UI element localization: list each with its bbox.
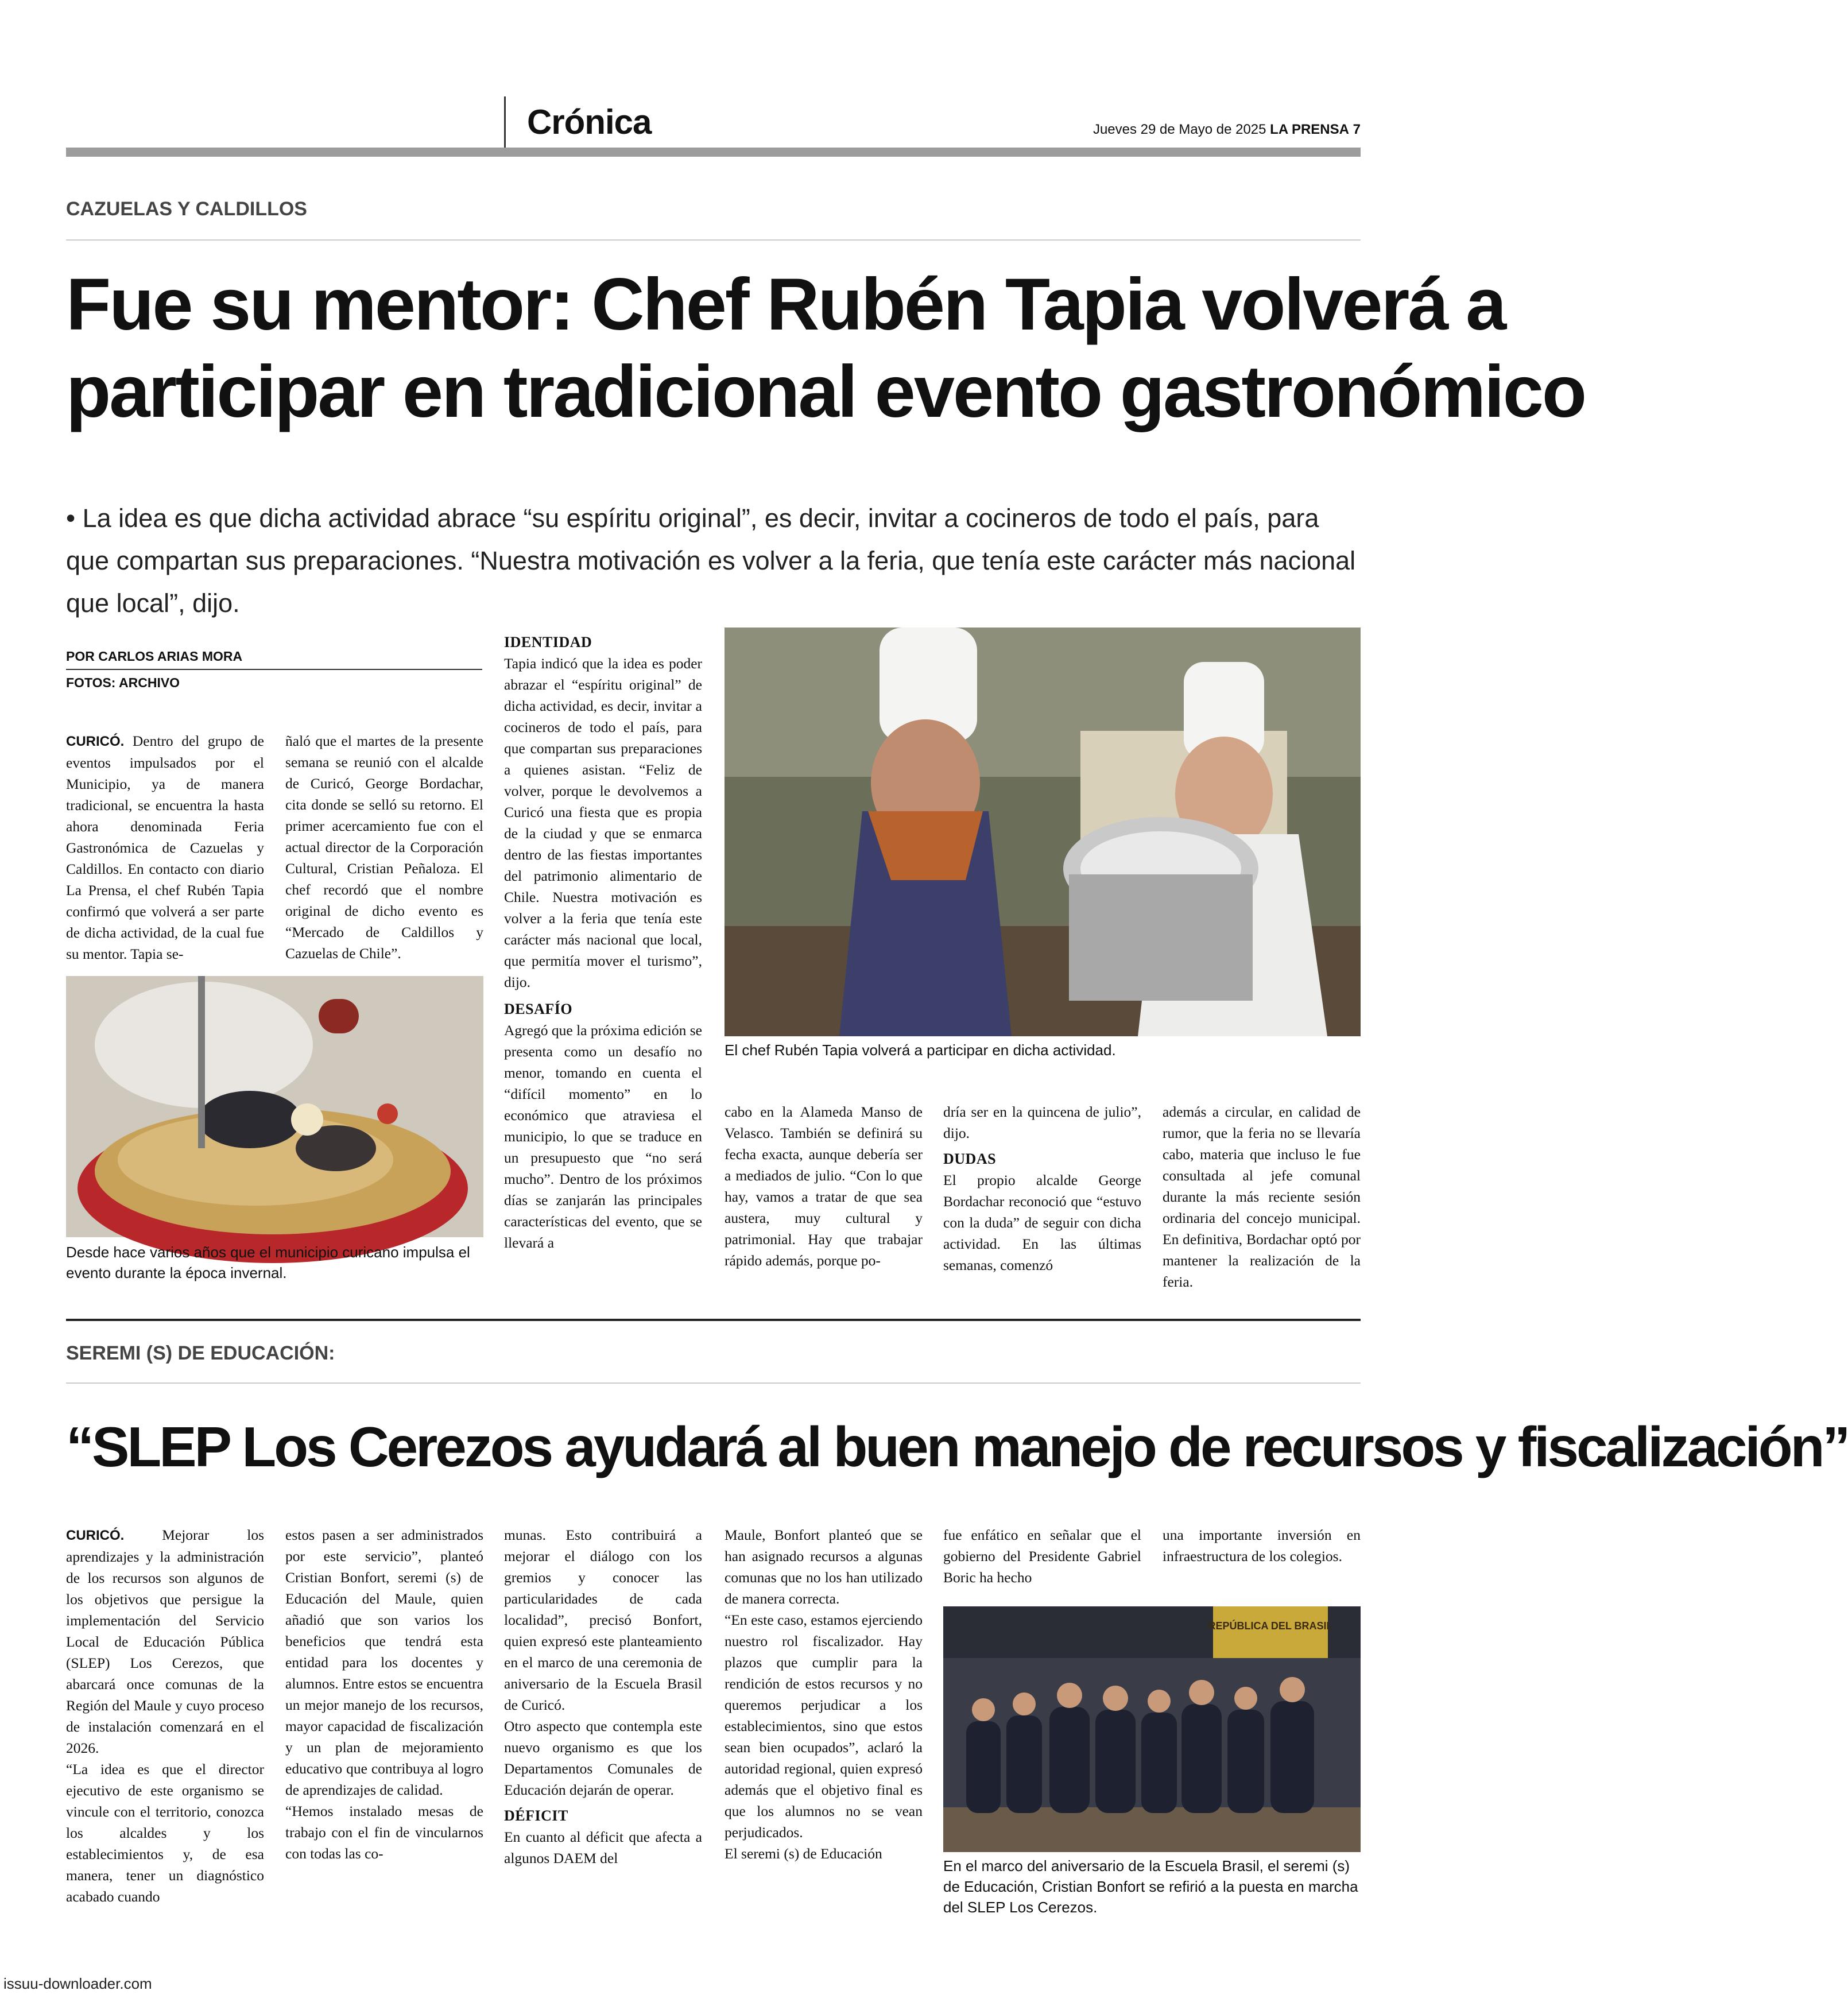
byline-rule bbox=[66, 669, 482, 670]
headline-line-1: Fue su mentor: Chef Rubén Tapia volverá a bbox=[66, 264, 1505, 346]
header-rule bbox=[66, 148, 1361, 157]
body-text: dría ser en la quincena de julio”, dijo. bbox=[943, 1103, 1141, 1141]
article2-column-1 bbox=[66, 1524, 264, 1907]
article-kicker: CAZUELAS Y CALDILLOS bbox=[66, 198, 307, 220]
summary-text: La idea es que dicha actividad abrace “su espíritu original”, es decir, invitar a cocineros de todo el país, para que compartan sus preparaciones. “Nuestra motivación es volver a la feria, que tenía este carácter más nacional que local”, dijo. bbox=[66, 503, 1356, 618]
body-text: En cuanto al déficit que afecta a algunos DAEM del bbox=[504, 1829, 702, 1866]
article2-column-5 bbox=[943, 1524, 1141, 1588]
body-text: cabo en la Alameda Manso de Velasco. También se definirá su fecha exacta, aunque debería ser a mediados de julio. “Con lo que hay, vamos a tratar de que sea austera, muy cultural y patrimonial. Hay que trabajar rápido además, porque po- bbox=[725, 1103, 923, 1269]
body-text: una importante inversión en infraestructura de los colegios. bbox=[1163, 1527, 1361, 1564]
group-photo bbox=[943, 1606, 1361, 1852]
section-divider bbox=[504, 96, 506, 148]
article-separator bbox=[66, 1319, 1361, 1321]
body-text: “Hemos instalado mesas de trabajo con el fin de vincularnos con todas las co- bbox=[285, 1803, 483, 1862]
body-text: fue enfático en señalar que el gobierno del Presidente Gabriel Boric ha hecho bbox=[943, 1527, 1141, 1586]
page-number: 7 bbox=[1353, 122, 1361, 137]
dateline: CURICÓ. bbox=[66, 1528, 125, 1543]
article1-column-4 bbox=[725, 1101, 923, 1271]
bullet: • bbox=[66, 503, 76, 533]
section-title: Crónica bbox=[527, 103, 652, 141]
kicker-rule bbox=[66, 239, 1361, 241]
photo-banner-text: REPÚBLICA DEL BRASIL bbox=[1208, 1620, 1333, 1632]
body-text: munas. Esto contribuirá a mejorar el diálogo con los gremios y conocer las particularidades de cada localidad”, precisó Bonfort, quien expresó este planteamiento en el marco de una ceremonia de aniversario de la Escuela Brasil de Curicó. bbox=[504, 1527, 702, 1713]
caption-chef: El chef Rubén Tapia volverá a participar en dicha actividad. bbox=[725, 1041, 1116, 1059]
body-text: El propio alcalde George Bordachar reconoció que “estuvo con la duda” de seguir con dicha actividad. En las últimas semanas, comenzó bbox=[943, 1172, 1141, 1273]
article1-column-1 bbox=[66, 730, 264, 965]
article2-column-4 bbox=[725, 1524, 923, 1864]
caption-group: En el marco del aniversario de la Escuela Brasil, el seremi (s) de Educación, Cristian Bonfort se refirió a la puesta en marcha del SLEP Los Cerezos. bbox=[943, 1857, 1358, 1916]
photo-credit: FOTOS: ARCHIVO bbox=[66, 675, 180, 690]
summary bbox=[66, 497, 1361, 625]
subhead-dudas: DUDAS bbox=[943, 1151, 997, 1167]
body-text: Otro aspecto que contempla este nuevo organismo es que los Departamentos Comunales de Educación dejarán de operar. bbox=[504, 1718, 702, 1798]
watermark: issuu-downloader.com bbox=[3, 1975, 152, 1992]
body-text: Maule, Bonfort planteó que se han asignado recursos a algunas comunas que no los han utilizado de manera correcta. bbox=[725, 1527, 923, 1607]
article2-column-2 bbox=[285, 1524, 483, 1864]
newspaper-name: LA PRENSA bbox=[1270, 122, 1349, 137]
article2-headline: “SLEP Los Cerezos ayudará al buen manejo de recursos y fiscalización” bbox=[66, 1415, 1848, 1478]
body-text: Agregó que la próxima edición se presenta como un desafío no menor, tomando en cuenta el “difícil momento” en lo económico que atraviesa el municipio, lo que se traduce en un presupuesto que “no será mucho”. Dentro de los próximos días se zanjarán las principales características del evento, que se llevará a bbox=[504, 1022, 702, 1251]
body-text: además a circular, en calidad de rumor, que la feria no se llevaría cabo, materia que incluso le fue consultada al jefe comunal durante la más reciente sesión ordinaria del concejo municipal. En definitiva, Bordachar optó por mantener la realización de la feria. bbox=[1163, 1103, 1361, 1290]
header-dateline bbox=[1093, 122, 1361, 138]
body-text: ñaló que el martes de la presente semana se reunió con el alcalde de Curicó, George Bordachar, cita donde se selló su retorno. El primer acercamiento fue con el actual director de la Corporación Cultural, Cristian Peñaloza. El chef recordó que el nombre original de dicho evento es “Mercado de Caldillos y Cazuelas de Chile”. bbox=[285, 733, 483, 962]
article2-kicker: SEREMI (S) DE EDUCACIÓN: bbox=[66, 1342, 335, 1364]
article1-column-2 bbox=[285, 730, 483, 964]
body-text: Dentro del grupo de eventos impulsados por el Municipio, ya de manera tradicional, se encuentra la hasta ahora denominada Feria Gastronómica de Cazuelas y Caldillos. En contacto con diario La Prensa, el chef Rubén Tapia confirmó que volverá a ser parte de dicha actividad, de la cual fue su mentor. Tapia se- bbox=[66, 733, 264, 962]
chef-illustration bbox=[725, 628, 1361, 1036]
headline bbox=[66, 261, 1585, 436]
body-text: Tapia indicó que la idea es poder abrazar el “espíritu original” de dicha actividad, es decir, invitar a cocineros de todo el país, para que compartan sus preparaciones a quienes asistan. “Feliz de volver, porque le devolvemos a Curicó una fiesta que es propia de la ciudad y que se enmarca dentro de las fiestas importantes del patrimonio alimentario de Chile. Nuestra motivación es volver a la feria que tenía este carácter más nacional que local, que permitía mover el turismo”, dijo. bbox=[504, 655, 702, 990]
headline-line-2: participar en tradicional evento gastronómico bbox=[66, 351, 1586, 433]
subhead-desafio: DESAFÍO bbox=[504, 1001, 573, 1017]
subhead-deficit: DÉFICIT bbox=[504, 1807, 568, 1824]
byline: POR CARLOS ARIAS MORA bbox=[66, 649, 243, 664]
soup-illustration bbox=[66, 976, 483, 1237]
chef-photo bbox=[725, 628, 1361, 1036]
article1-column-3 bbox=[504, 632, 702, 1253]
article1-column-6 bbox=[1163, 1101, 1361, 1292]
soup-photo bbox=[66, 976, 483, 1237]
article2-column-6 bbox=[1163, 1524, 1361, 1567]
kicker-rule-2 bbox=[66, 1382, 1361, 1384]
issue-date: Jueves 29 de Mayo de 2025 bbox=[1092, 122, 1266, 137]
subhead-identidad: IDENTIDAD bbox=[504, 634, 592, 650]
article2-column-3 bbox=[504, 1524, 702, 1869]
body-text: estos pasen a ser administrados por este servicio”, planteó Cristian Bonfort, seremi (s) de Educación del Maule, quien añadió que son varios los beneficios que tendrá esta entidad para los docentes y alumnos. Entre estos se encuentra un mejor manejo de los recursos, mayor capacidad de fiscalización y un plan de mejoramiento educativo que contribuya al logro de aprendizajes de calidad. bbox=[285, 1527, 483, 1798]
body-text: “La idea es que el director ejecutivo de este organismo se vincule con el territorio, conozca los alcaldes y los establecimientos y, de esa manera, tener un diagnóstico acabado cuando bbox=[66, 1761, 264, 1905]
article1-column-5 bbox=[943, 1101, 1141, 1276]
body-text: Mejorar los aprendizajes y la administración de los recursos son algunos de los objetivos que persigue la implementación del Servicio Local de Educación Pública (SLEP) Los Cerezos, que abarcará once comunas de la Región del Maule y cuyo proceso de instalación comenzará en el 2026. bbox=[66, 1527, 265, 1756]
body-text: “En este caso, estamos ejerciendo nuestro rol fiscalizador. Hay plazos que cumplir para la rendición de estos recursos y no queremos perjudicar a los establecimientos, sino que estos sean bien ocupados”, aclaró la autoridad regional, quien expresó además que el objetivo final es que los alumnos no se vean perjudicados. bbox=[725, 1612, 923, 1841]
body-text: El seremi (s) de Educación bbox=[725, 1845, 882, 1862]
group-illustration bbox=[943, 1606, 1361, 1852]
caption-soup: Desde hace varios años que el municipio curicano impulsa el evento durante la época invernal. bbox=[66, 1244, 470, 1281]
dateline: CURICÓ. bbox=[66, 734, 125, 749]
